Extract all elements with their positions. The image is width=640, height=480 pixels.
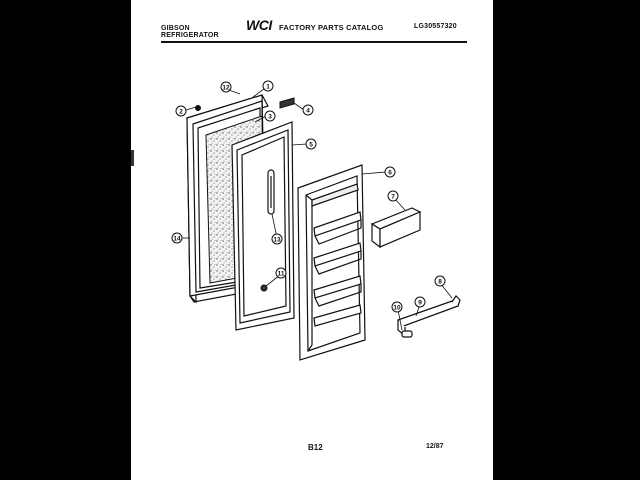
wci-logo: WCI bbox=[246, 17, 272, 33]
callout-11 bbox=[276, 268, 286, 278]
door-bin bbox=[372, 208, 420, 247]
catalog-title: FACTORY PARTS CATALOG bbox=[279, 23, 384, 32]
callout-8 bbox=[435, 276, 445, 286]
callout-number: 8 bbox=[438, 278, 442, 286]
callout-4 bbox=[303, 105, 313, 115]
callout-number: 13 bbox=[273, 236, 281, 244]
callout-number: 1 bbox=[266, 83, 270, 91]
callout-number: 6 bbox=[388, 169, 392, 177]
model-number: LG30557320 bbox=[414, 23, 457, 30]
catalog-date: 12/87 bbox=[426, 443, 444, 450]
callout-number: 11 bbox=[277, 270, 285, 278]
callout-9 bbox=[415, 297, 425, 307]
callout-6 bbox=[385, 167, 395, 177]
callout-number: 4 bbox=[306, 107, 310, 115]
door-liner-frame bbox=[232, 122, 294, 330]
callout-14 bbox=[172, 233, 182, 243]
callout-10 bbox=[392, 302, 402, 312]
callout-7 bbox=[388, 191, 398, 201]
callout-1 bbox=[263, 81, 273, 91]
callout-number: 14 bbox=[173, 235, 181, 243]
callout-number: 3 bbox=[268, 113, 272, 121]
callout-12 bbox=[221, 82, 231, 92]
category-label: REFRIGERATOR bbox=[161, 32, 219, 39]
callout-number: 5 bbox=[309, 141, 313, 149]
shelf-bar bbox=[398, 296, 460, 337]
callout-number: 7 bbox=[391, 193, 395, 201]
callout-number: 9 bbox=[418, 299, 422, 307]
brand-label: GIBSON bbox=[161, 25, 190, 32]
callout-2 bbox=[176, 106, 186, 116]
callout-number: 2 bbox=[179, 108, 183, 116]
callout-3 bbox=[265, 111, 275, 121]
door-liner-shelves bbox=[298, 165, 365, 360]
callout-number: 12 bbox=[222, 84, 230, 92]
callout-5 bbox=[306, 139, 316, 149]
page-number: B12 bbox=[308, 443, 323, 452]
callout-13 bbox=[272, 234, 282, 244]
callout-number: 10 bbox=[393, 304, 401, 312]
